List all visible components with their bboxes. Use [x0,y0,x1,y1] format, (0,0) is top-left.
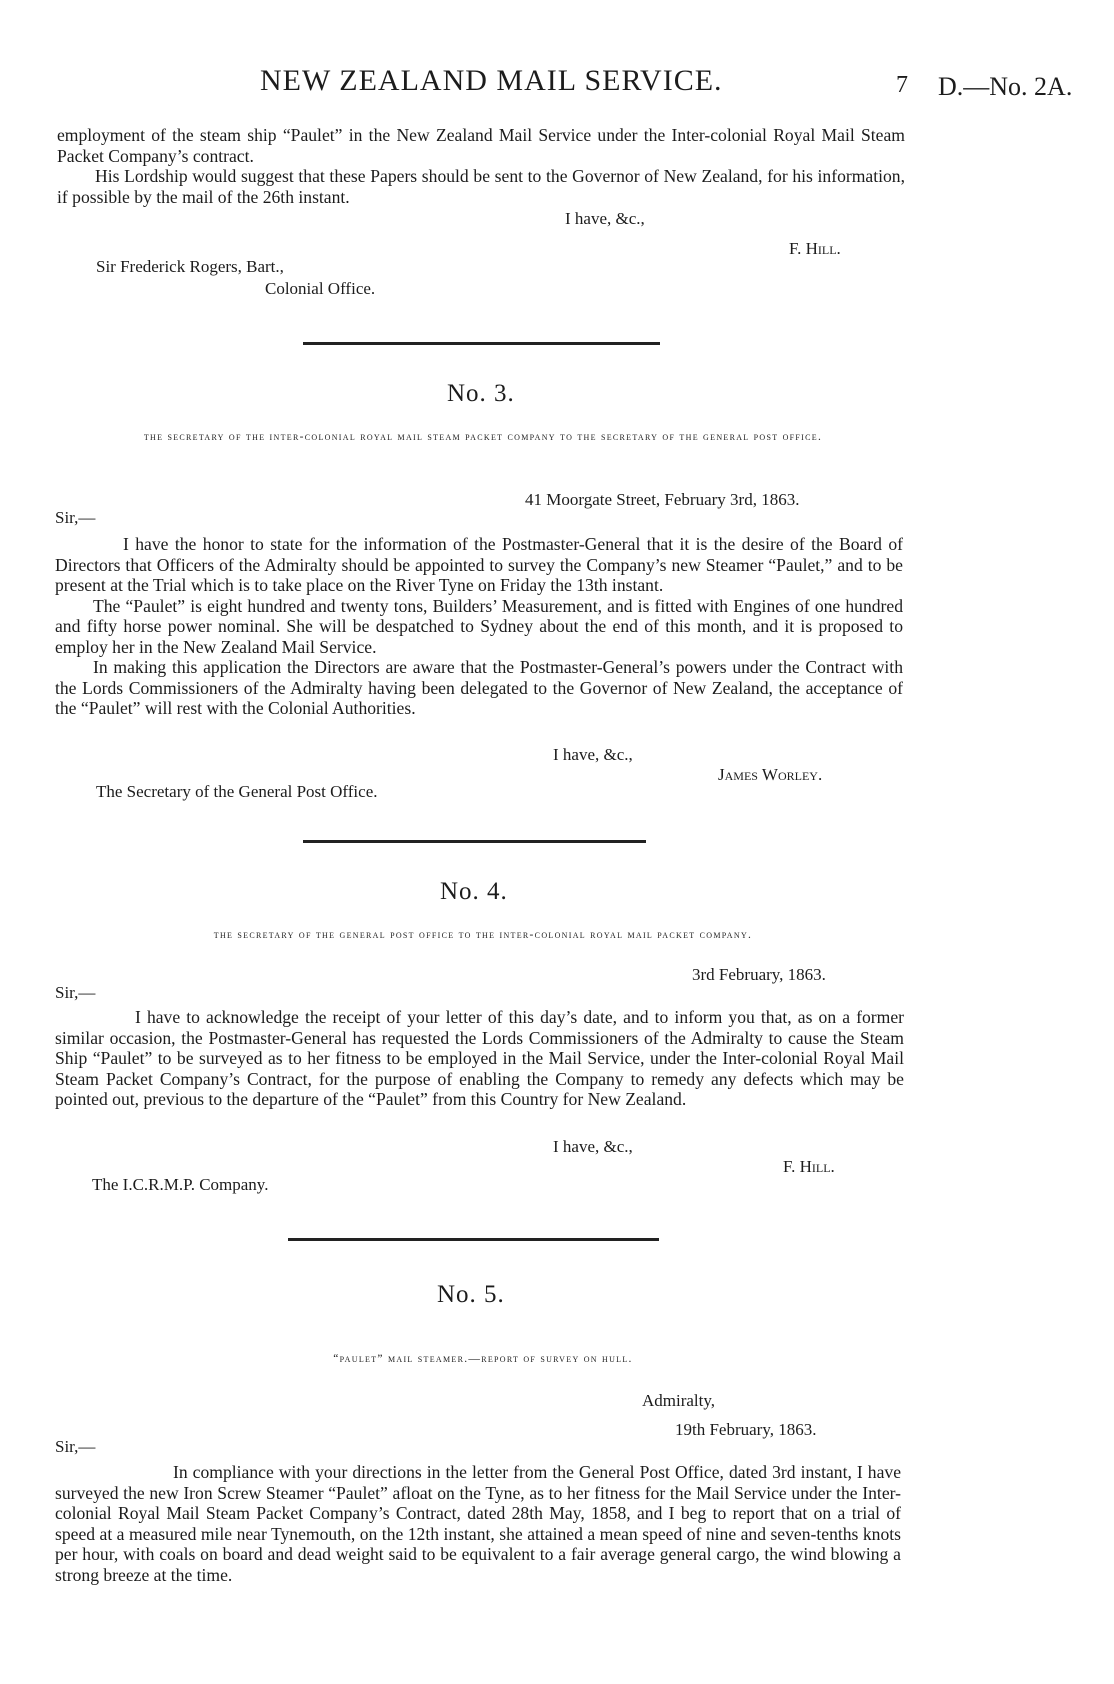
letter4-paragraph-1: I have to acknowledge the receipt of your letter of this day’s date, and to inform you that, as on a former similar occasion, the Postmaster-General has requested the Lords Commissioners of the Admiralty to cause the Steam Ship “Paulet” to be surveyed as to her fitness to be employed in the Mail Service, under the Inter-colonial Royal Mail Steam Packet Company’s Contract, for the purpose of enabling the Company to remedy any defects which may be pointed out, previous to the departure of the “Paulet” from this Country for New Zealand. [55,1007,904,1109]
section-divider [288,1238,659,1241]
section-divider [303,840,646,843]
letter3-signature: James Worley. [718,765,823,784]
letter4-date: 3rd February, 1863. [692,965,826,984]
letter4-addressee: The I.C.R.M.P. Company. [92,1175,269,1194]
letter4-body [55,1007,904,1110]
letter5-paragraph-1: In compliance with your directions in the letter from the General Post Office, dated 3rd instant, I have surveyed the new Iron Screw Steamer “Paulet” afloat on the Tyne, as to her fitness for the Mail Service under the Inter-colonial Royal Mail Steam Packet Company’s Contract, dated 28th May, 1858, and I beg to report that on a trial of speed at a measured mile near Tynemouth, on the 12th instant, she attained a mean speed of nine and seven-tenths knots per hour, with coals on board and dead weight said to be equivalent to a fair average general cargo, the wind blowing a strong breeze at the time. [55,1462,901,1585]
letter3-paragraph-3: In making this application the Directors are aware that the Postmaster-General’s powers under the Contract with the Lords Commissioners of the Admiralty having been delegated to the Governor of New Zealand, the acceptance of the “Paulet” will rest with the Colonial Authorities. [55,657,903,718]
letter3-paragraph-2: The “Paulet” is eight hundred and twenty tons, Builders’ Measurement, and is fitted with Engines of one hundred and fifty horse power nominal. She will be despatched to Sydney about the end of this month, and it is proposed to employ her in the New Zealand Mail Service. [55,595,903,657]
letter5-date: 19th February, 1863. [675,1420,817,1439]
letter2-signature: F. Hill. [789,239,841,258]
letter3-closing: I have, &c., [553,745,633,764]
letter4-closing: I have, &c., [553,1137,633,1156]
document-reference: D.—No. 2A. [938,72,1073,101]
letter5-caption: “paulet” mail steamer.—report of survey on hull. [333,1353,633,1365]
letter3-body [55,534,903,719]
letter5-number: No. 5. [437,1281,505,1308]
letter5-salutation: Sir,— [55,1437,96,1456]
section-divider [303,342,660,345]
letter2-body [57,125,905,207]
letter5-place: Admiralty, [642,1391,716,1410]
letter4-number: No. 4. [440,878,508,905]
letter3-salutation: Sir,— [55,508,96,527]
letter3-address-date: 41 Moorgate Street, February 3rd, 1863. [525,490,800,509]
letter3-paragraph-1: I have the honor to state for the information of the Postmaster-General that it is the desire of the Board of Directors that Officers of the Admiralty should be appointed to survey the Company’s new Steamer “Paulet,” and to be present at the Trial which is to take place on the River Tyne on Friday the 13th instant. [55,534,903,595]
page-number: 7 [896,72,908,98]
letter2-paragraph-1: employment of the steam ship “Paulet” in the New Zealand Mail Service under the Inter-colonial Royal Mail Steam Packet Company’s contract. [57,125,905,166]
letter2-addressee-office: Colonial Office. [265,279,376,298]
letter2-addressee-name: Sir Frederick Rogers, Bart., [96,257,284,276]
letter3-addressee: The Secretary of the General Post Office. [96,782,378,801]
letter4-salutation: Sir,— [55,983,96,1002]
letter2-paragraph-2: His Lordship would suggest that these Papers should be sent to the Governor of New Zealand, for his information, if possible by the mail of the 26th instant. [57,166,905,207]
letter5-body [55,1462,901,1585]
letter4-signature: F. Hill. [783,1157,835,1176]
letter4-caption: the secretary of the general post office to the inter-colonial royal mail packet company. [213,929,753,941]
letter3-number: No. 3. [447,380,515,407]
letter3-caption: the secretary of the inter-colonial royal mail steam packet company to the secretary of the general post office. [143,431,823,443]
letter2-closing: I have, &c., [565,209,645,228]
running-title: NEW ZEALAND MAIL SERVICE. [260,64,723,97]
